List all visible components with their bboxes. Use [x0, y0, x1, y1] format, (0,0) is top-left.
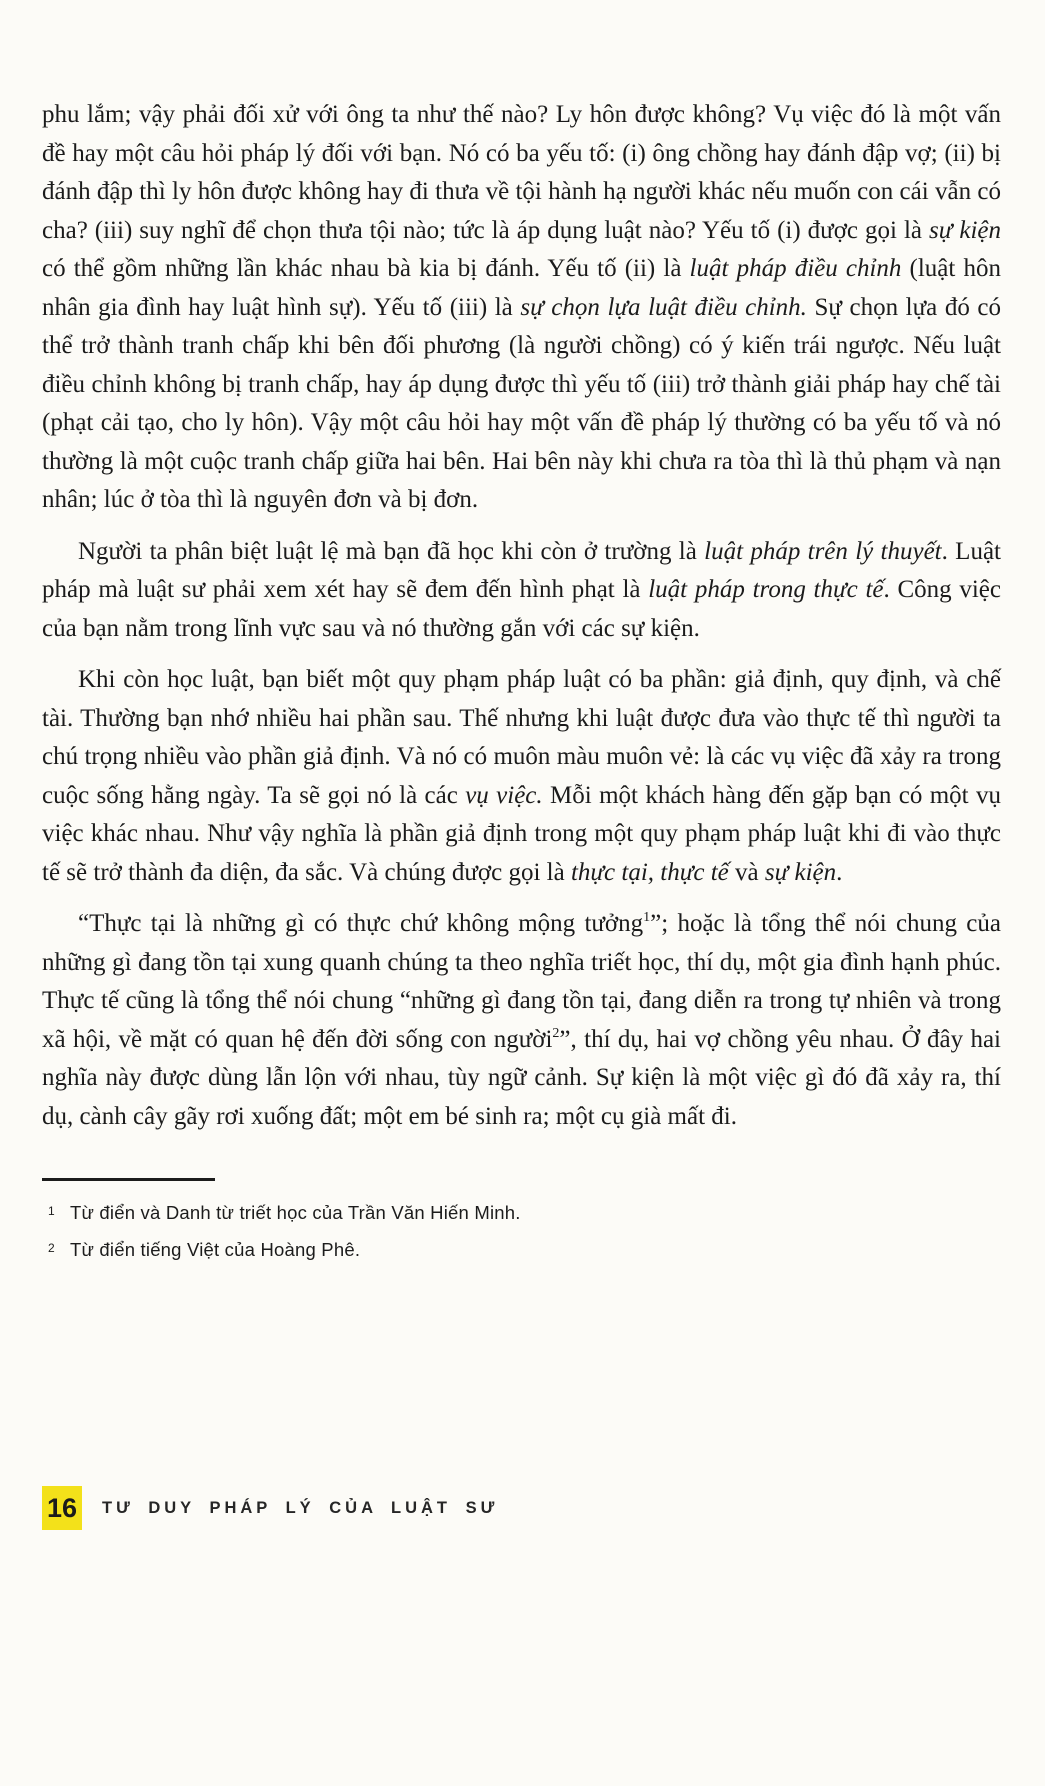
text-run: (luật hôn nhân gia đình hay luật hình sự). Yếu tố (iii) là — [42, 255, 1001, 321]
text-run: . Luật pháp mà luật sư phải xem xét hay sẽ đem đến hình phạt là — [42, 537, 1001, 603]
emphasis-text: sự kiện — [764, 858, 837, 886]
footnote-marker: 2 — [48, 1241, 55, 1255]
footnotes — [42, 1199, 1001, 1264]
text-run: và — [728, 858, 765, 886]
footnote — [42, 1199, 1001, 1227]
text-run: ”, thí dụ, hai vợ chồng yêu nhau. Ở đây hai nghĩa này được dùng lẫn lộn với nhau, tùy ngữ cảnh. Sự kiện là một việc gì đó đã xảy ra, thí dụ, cành cây gãy rơi xuống đất; một em bé sinh ra; một cụ già mất đi. — [42, 1025, 1001, 1130]
emphasis-text: vụ việc. — [465, 781, 543, 809]
text-run: . Công việc của bạn nằm trong lĩnh vực sau và nó thường gắn với các sự kiện. — [42, 576, 1001, 642]
emphasis-text: luật pháp trong thực tế — [648, 576, 884, 603]
footnote-reference: 2 — [552, 1025, 560, 1041]
text-run: . — [836, 858, 843, 886]
text-run: “Thực tại là những gì có thực chứ không mộng tưởng — [78, 910, 644, 937]
paragraph — [42, 533, 1001, 649]
text-run: ”; hoặc là tổng thể nói chung của những gì đang tồn tại xung quanh chúng ta theo nghĩa triết học, thí dụ, một gia đình hạnh phúc. Thực tế cũng là tổng thể nói chung “những gì đang tồn tại, đang diễn ra trong tự nhiên và trong xã hội, về mặt có quan hệ đến đời sống con người — [42, 910, 1001, 1053]
page-body — [42, 96, 1001, 1273]
page-footer — [42, 1486, 498, 1530]
paragraph — [42, 661, 1001, 892]
footnote — [42, 1236, 1001, 1264]
footnote-text: Từ điển và Danh từ triết học của Trần Văn Hiến Minh. — [70, 1202, 521, 1223]
footnote-reference: 1 — [643, 910, 651, 925]
emphasis-text: thực tại, thực tế — [570, 858, 729, 886]
book-title: TƯ DUY PHÁP LÝ CỦA LUẬT SƯ — [102, 1498, 499, 1517]
emphasis-text: sự chọn lựa luật điều chỉnh. — [520, 293, 807, 321]
body-text — [42, 96, 1001, 1136]
emphasis-text: sự kiện — [929, 216, 1001, 244]
text-run: Mỗi một khách hàng đến gặp bạn có một vụ việc khác nhau. Như vậy nghĩa là phần giả định trong một quy phạm pháp luật khi đi vào thực tế sẽ trở thành đa diện, đa sắc. Và chúng được gọi là — [42, 781, 1001, 886]
footnote-marker: 1 — [48, 1204, 55, 1218]
emphasis-text: luật pháp điều chỉnh — [689, 255, 902, 282]
text-run: phu lắm; vậy phải đối xử với ông ta như thế nào? Ly hôn được không? Vụ việc đó là một vấn đề hay một câu hỏi pháp lý đối với bạn. Nó có ba yếu tố: (i) ông chồng hay đánh đập vợ; (ii) bị đánh đập thì ly hôn được không hay đi thưa về tội hành hạ người khác nếu muốn con cái vẫn có cha? (iii) suy nghĩ để chọn thưa tội nào; tức là áp dụng luật nào? Yếu tố (i) được gọi là — [42, 101, 1001, 244]
text-run: Khi còn học luật, bạn biết một quy phạm pháp luật có ba phần: giả định, quy định, và chế tài. Thường bạn nhớ nhiều hai phần sau. Thế nhưng khi luật được đưa vào thực tế thì người ta chú trọng nhiều vào phần giả định. Và nó có muôn màu muôn vẻ: là các vụ việc đã xảy ra trong cuộc sống hằng ngày. Ta sẽ gọi nó là các — [42, 666, 1001, 809]
paragraph — [42, 905, 1001, 1136]
emphasis-text: luật pháp trên lý thuyết — [704, 537, 942, 565]
footnote-separator — [42, 1178, 215, 1181]
page-number: 16 — [42, 1486, 82, 1530]
text-run: có thể gồm những lần khác nhau bà kia bị đánh. Yếu tố (ii) là — [42, 255, 690, 282]
text-run: Người ta phân biệt luật lệ mà bạn đã học khi còn ở trường là — [78, 537, 705, 565]
text-run: Sự chọn lựa đó có thể trở thành tranh chấp khi bên đối phương (là người chồng) có ý kiến trái ngược. Nếu luật điều chỉnh không bị tranh chấp, hay áp dụng được thì yếu tố (iii) trở thành giải pháp hay chế tài (phạt cải tạo, cho ly hôn). Vậy một câu hỏi hay một vấn đề pháp lý thường có ba yếu tố và nó thường là một cuộc tranh chấp giữa hai bên. Hai bên này khi chưa ra tòa thì là thủ phạm và nạn nhân; lúc ở tòa thì là nguyên đơn và bị đơn. — [42, 293, 1001, 513]
footnote-text: Từ điển tiếng Việt của Hoàng Phê. — [70, 1239, 361, 1260]
paragraph — [42, 96, 1001, 520]
